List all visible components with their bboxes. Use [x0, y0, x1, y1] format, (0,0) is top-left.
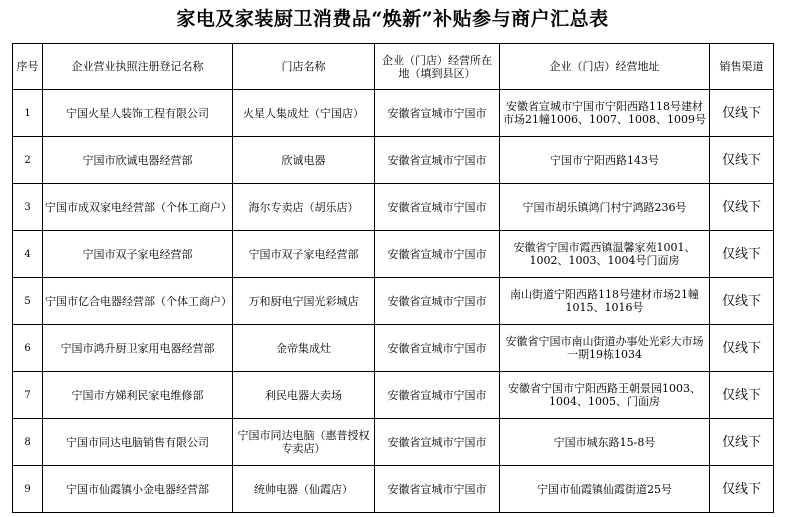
cell-seq: 3 — [13, 184, 43, 231]
cell-address: 宁国市仙霞镇仙霞街道25号 — [500, 466, 710, 513]
cell-company: 宁国市仙霞镇小金电器经营部 — [43, 466, 233, 513]
cell-seq: 8 — [13, 419, 43, 466]
cell-seq: 4 — [13, 231, 43, 278]
header-store: 门店名称 — [233, 44, 375, 90]
cell-address: 安徽省宁国市宁阳西路王朝景园1003、1004、1005、门面房 — [500, 372, 710, 419]
cell-channel: 仅线下 — [710, 372, 774, 419]
cell-store: 欣诚电器 — [233, 137, 375, 184]
cell-company: 宁国市鸿升厨卫家用电器经营部 — [43, 325, 233, 372]
cell-region: 安徽省宣城市宁国市 — [375, 466, 500, 513]
cell-seq: 6 — [13, 325, 43, 372]
cell-channel: 仅线下 — [710, 137, 774, 184]
cell-store: 火星人集成灶（宁国店） — [233, 90, 375, 137]
cell-company: 宁国市双子家电经营部 — [43, 231, 233, 278]
merchant-table — [12, 43, 774, 513]
cell-channel: 仅线下 — [710, 419, 774, 466]
cell-store: 宁国市同达电脑（惠普授权专卖店） — [233, 419, 375, 466]
cell-company: 宁国火星人装饰工程有限公司 — [43, 90, 233, 137]
cell-company: 宁国市亿合电器经营部（个体工商户） — [43, 278, 233, 325]
table-row — [13, 231, 774, 278]
header-company: 企业营业执照注册登记名称 — [43, 44, 233, 90]
cell-region: 安徽省宣城市宁国市 — [375, 90, 500, 137]
cell-region: 安徽省宣城市宁国市 — [375, 419, 500, 466]
table-row — [13, 419, 774, 466]
cell-seq: 9 — [13, 466, 43, 513]
table-row — [13, 184, 774, 231]
header-seq: 序号 — [13, 44, 43, 90]
cell-region: 安徽省宣城市宁国市 — [375, 372, 500, 419]
cell-channel: 仅线下 — [710, 90, 774, 137]
header-channel: 销售渠道 — [710, 44, 774, 90]
header-region: 企业（门店）经营所在地（填到县区） — [375, 44, 500, 90]
cell-company: 宁国市同达电脑销售有限公司 — [43, 419, 233, 466]
table-row — [13, 372, 774, 419]
cell-store: 海尔专卖店（胡乐店） — [233, 184, 375, 231]
table-header-row — [13, 44, 774, 90]
cell-region: 安徽省宣城市宁国市 — [375, 184, 500, 231]
table-row — [13, 278, 774, 325]
cell-region: 安徽省宣城市宁国市 — [375, 231, 500, 278]
cell-address: 安徽省宁国市南山街道办事处光彩大市场一期19栋1034 — [500, 325, 710, 372]
table-row — [13, 466, 774, 513]
page-title: 家电及家装厨卫消费品“焕新”补贴参与商户汇总表 — [176, 8, 609, 30]
cell-address: 安徽省宁国市霞西镇温馨家苑1001、1002、1003、1004号门面房 — [500, 231, 710, 278]
cell-region: 安徽省宣城市宁国市 — [375, 325, 500, 372]
cell-address: 宁国市宁阳西路143号 — [500, 137, 710, 184]
cell-store: 万和厨电宁国光彩城店 — [233, 278, 375, 325]
table-row — [13, 137, 774, 184]
cell-region: 安徽省宣城市宁国市 — [375, 137, 500, 184]
cell-company: 宁国市成双家电经营部（个体工商户） — [43, 184, 233, 231]
cell-address: 南山街道宁阳西路118号建材市场21幢1015、1016号 — [500, 278, 710, 325]
cell-company: 宁国市欣诚电器经营部 — [43, 137, 233, 184]
cell-address: 安徽省宣城市宁国市宁阳西路118号建材市场21幢1006、1007、1008、1009号 — [500, 90, 710, 137]
cell-channel: 仅线下 — [710, 231, 774, 278]
cell-seq: 5 — [13, 278, 43, 325]
cell-region: 安徽省宣城市宁国市 — [375, 278, 500, 325]
cell-channel: 仅线下 — [710, 278, 774, 325]
cell-store: 金帝集成灶 — [233, 325, 375, 372]
cell-store: 利民电器大卖场 — [233, 372, 375, 419]
cell-store: 统帅电器（仙霞店） — [233, 466, 375, 513]
cell-address: 宁国市城东路15-8号 — [500, 419, 710, 466]
cell-seq: 2 — [13, 137, 43, 184]
table-row — [13, 325, 774, 372]
cell-channel: 仅线下 — [710, 184, 774, 231]
cell-channel: 仅线下 — [710, 325, 774, 372]
cell-address: 宁国市胡乐镇鸿门村宁鸿路236号 — [500, 184, 710, 231]
cell-channel: 仅线下 — [710, 466, 774, 513]
cell-seq: 1 — [13, 90, 43, 137]
table-row — [13, 90, 774, 137]
cell-company: 宁国市方娣利民家电维修部 — [43, 372, 233, 419]
cell-seq: 7 — [13, 372, 43, 419]
cell-store: 宁国市双子家电经营部 — [233, 231, 375, 278]
header-address: 企业（门店）经营地址 — [500, 44, 710, 90]
